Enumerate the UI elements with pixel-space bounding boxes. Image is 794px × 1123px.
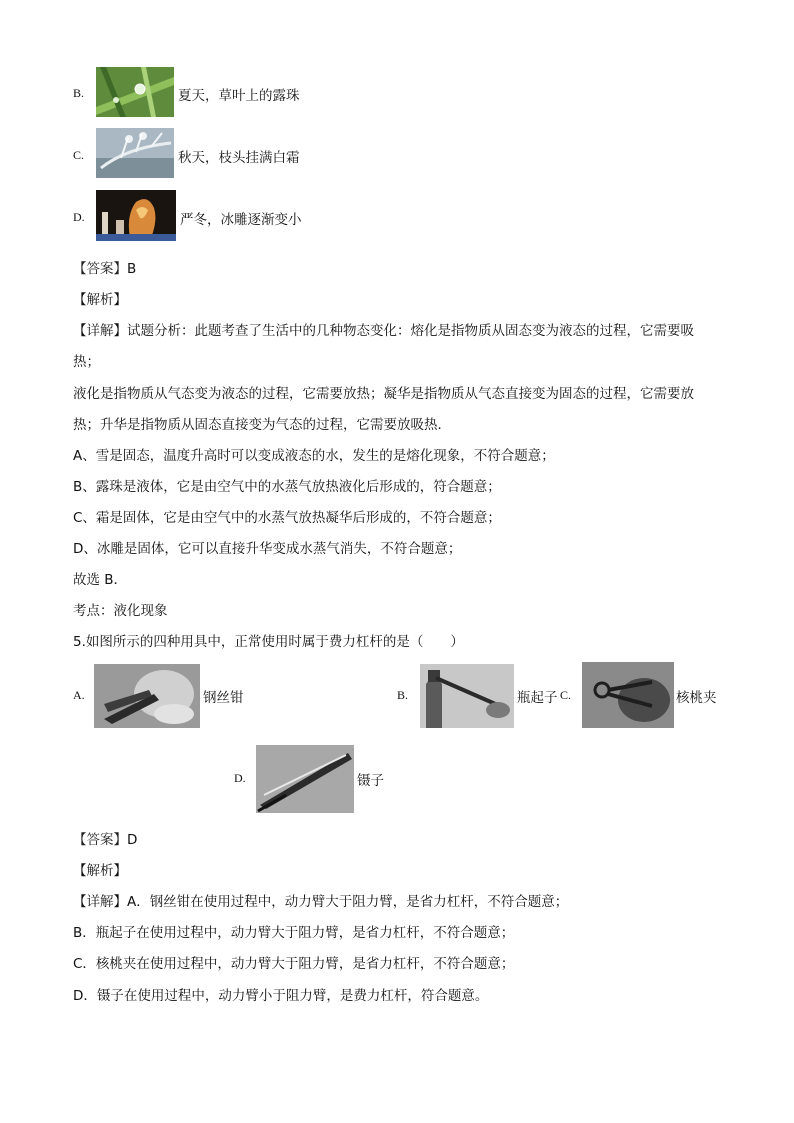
q4-detail-line: 【详解】试题分析：此题考查了生活中的几种物态变化：熔化是指物质从固态变为液态的过程，它需要吸 (73, 323, 694, 339)
q4-detail-line: 热； (73, 354, 100, 370)
q5-option-b-letter: B. (397, 688, 409, 702)
q5-option-a-letter: A. (73, 688, 85, 702)
grass-dew-photo (96, 67, 174, 117)
q4-analysis-label: 【解析】 (73, 292, 127, 308)
q4-detail-line: D、冰雕是固体，它可以直接升华变成水蒸气消失，不符合题意； (73, 541, 462, 557)
answer-value: B (127, 261, 137, 277)
q4-detail-line: B、露珠是液体，它是由空气中的水蒸气放热液化后形成的，符合题意； (73, 479, 501, 495)
q4-option-d-text: 严冬，冰雕逐渐变小 (180, 212, 302, 228)
q5-detail-line: 【详解】A．钢丝钳在使用过程中，动力臂大于阻力臂，是省力杠杆，不符合题意； (73, 894, 569, 910)
q4-detail-line: 故选 B． (73, 572, 128, 588)
nutcracker-photo (582, 662, 674, 728)
q5-option-b-text: 瓶起子 (517, 690, 558, 706)
answer-label: 【答案】 (73, 832, 127, 848)
q4-detail-line: 液化是指物质从气态变为液态的过程，它需要放热；凝华是指物质从气态直接变为固态的过程，它需要放 (73, 386, 694, 402)
q4-option-b-letter: B. (73, 86, 85, 100)
answer-label: 【答案】 (73, 261, 127, 277)
ice-sculpture-photo (96, 190, 176, 241)
frost-branch-photo (96, 128, 174, 178)
q5-answer (73, 828, 137, 848)
answer-value: D (127, 832, 138, 848)
q4-detail-line: 考点：液化现象 (73, 603, 168, 619)
q5-question: 5.如图所示的四种用具中，正常使用时属于费力杠杆的是（ ） (73, 634, 464, 650)
bottle-opener-photo (420, 664, 514, 728)
q4-detail-line: A、雪是固态，温度升高时可以变成液态的水，发生的是熔化现象，不符合题意； (73, 448, 555, 464)
tweezers-photo (256, 745, 354, 813)
q4-option-b-text: 夏天，草叶上的露珠 (178, 88, 300, 104)
q5-detail-line: C．核桃夹在使用过程中，动力臂大于阻力臂，是省力杠杆，不符合题意； (73, 956, 515, 972)
q4-detail-line: C、霜是固体，它是由空气中的水蒸气放热凝华后形成的，不符合题意； (73, 510, 501, 526)
q5-option-d-text: 镊子 (357, 773, 384, 789)
q5-detail-line: B．瓶起子在使用过程中，动力臂大于阻力臂，是省力杠杆，不符合题意； (73, 925, 515, 941)
q4-detail-line: 热；升华是指物质从固态直接变为气态的过程，它需要放吸热． (73, 417, 451, 433)
q5-option-d-letter: D. (234, 771, 246, 785)
q4-option-c-letter: C. (73, 148, 85, 162)
q5-analysis-label: 【解析】 (73, 863, 127, 879)
pliers-photo (94, 664, 200, 728)
q5-option-a-text: 钢丝钳 (203, 690, 244, 706)
q4-option-c-text: 秋天，枝头挂满白霜 (178, 150, 300, 166)
q5-option-c-letter: C. (560, 688, 572, 702)
q4-option-d-letter: D. (73, 210, 85, 224)
q5-option-c-text: 核桃夹 (676, 690, 717, 706)
q5-detail-line: D．镊子在使用过程中，动力臂小于阻力臂，是费力杠杆，符合题意。 (73, 988, 489, 1004)
q4-answer (73, 257, 136, 277)
